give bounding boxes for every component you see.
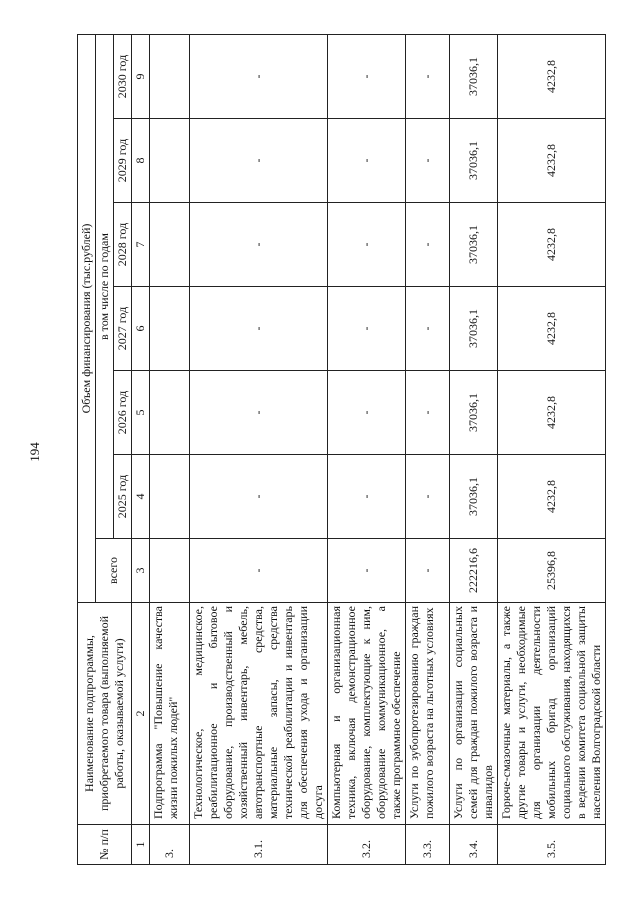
header-year: 2026 год	[114, 371, 132, 455]
row-value: -	[190, 287, 328, 371]
row-value: -	[328, 203, 406, 287]
row-value: 4232,8	[498, 455, 606, 539]
row-num: 3.5.	[498, 825, 606, 865]
row-num: 3.2.	[328, 825, 406, 865]
row-value: -	[406, 455, 450, 539]
row-total	[150, 539, 190, 603]
row-name: Горюче-смазочные материалы, а также другие товары и услуги, необходимые для организации деятельности мобильных бригад организаций социального обслуживания, находящихся в ведении комитета социальной защиты населения Волгоградской области	[498, 603, 606, 825]
col-number: 9	[132, 35, 150, 119]
row-value: 4232,8	[498, 371, 606, 455]
row-value: -	[328, 371, 406, 455]
col-number: 8	[132, 119, 150, 203]
row-name: Услуги по зубопротезированию граждан пожилого возраста на льготных условиях	[406, 603, 450, 825]
row-value: -	[328, 455, 406, 539]
header-year: 2027 год	[114, 287, 132, 371]
row-value: 4232,8	[498, 35, 606, 119]
header-by-years: в том числе по годам	[96, 35, 114, 539]
table-row	[498, 35, 606, 865]
row-value: 4232,8	[498, 203, 606, 287]
header-year: 2030 год	[114, 35, 132, 119]
table-row	[450, 35, 498, 865]
table-row	[406, 35, 450, 865]
row-value: -	[328, 119, 406, 203]
col-number: 1	[132, 825, 150, 865]
row-name: Компьютерная и организационная техника, включая демонстрационное оборудование, комплектующие к ним, оборудование коммуникационное, а также программное обеспечение	[328, 603, 406, 825]
financing-table	[77, 34, 606, 865]
row-value	[150, 455, 190, 539]
row-value: -	[406, 287, 450, 371]
row-value: -	[406, 35, 450, 119]
table-row	[328, 35, 406, 865]
row-value: -	[406, 371, 450, 455]
row-value: 37036,1	[450, 203, 498, 287]
row-num: 3.1.	[190, 825, 328, 865]
row-value: -	[328, 35, 406, 119]
table-row	[190, 35, 328, 865]
row-value: -	[190, 35, 328, 119]
row-value: 37036,1	[450, 287, 498, 371]
row-value: -	[406, 203, 450, 287]
row-value: -	[190, 371, 328, 455]
row-name: Услуги по организации социальных семей для граждан пожилого возраста и инвалидов	[450, 603, 498, 825]
row-num: 3.4.	[450, 825, 498, 865]
row-name: Подпрограмма "Повышение качества жизни пожилых людей"	[150, 603, 190, 825]
row-value: 4232,8	[498, 287, 606, 371]
header-year: 2028 год	[114, 203, 132, 287]
header-num: № п/п	[78, 825, 132, 865]
row-value	[150, 203, 190, 287]
header-total: всего	[96, 539, 132, 603]
row-name: Технологическое, медицинское, реабилитационное и бытовое оборудование, производственный и хозяйственный инвентарь, мебель, автотранспортные средства, материальные запасы, средства технической реабилитации и инвентарь для обеспечения ухода и организации досуга	[190, 603, 328, 825]
row-value	[150, 35, 190, 119]
row-total: -	[190, 539, 328, 603]
col-number: 4	[132, 455, 150, 539]
header-funding: Объем финансирования (тыс.рублей)	[78, 35, 96, 603]
row-value: 4232,8	[498, 119, 606, 203]
row-value: 37036,1	[450, 119, 498, 203]
col-number: 6	[132, 287, 150, 371]
row-value	[150, 119, 190, 203]
row-value: 37036,1	[450, 371, 498, 455]
row-value: -	[406, 119, 450, 203]
row-total: 222216,6	[450, 539, 498, 603]
row-num: 3.3.	[406, 825, 450, 865]
table-row	[150, 35, 190, 865]
row-value	[150, 371, 190, 455]
row-total: 25396,8	[498, 539, 606, 603]
row-value: -	[190, 119, 328, 203]
row-value: -	[190, 203, 328, 287]
row-num: 3.	[150, 825, 190, 865]
row-value: -	[190, 455, 328, 539]
page-number: 194	[27, 442, 42, 462]
row-value	[150, 287, 190, 371]
row-value: 37036,1	[450, 35, 498, 119]
col-number: 7	[132, 203, 150, 287]
header-year: 2025 год	[114, 455, 132, 539]
row-value: 37036,1	[450, 455, 498, 539]
col-number: 3	[132, 539, 150, 603]
col-number: 2	[132, 603, 150, 825]
col-number: 5	[132, 371, 150, 455]
row-total: -	[328, 539, 406, 603]
row-value: -	[328, 287, 406, 371]
header-name: Наименование подпрограммы, приобретаемого товара (выполняемой работы, оказываемой услуги)	[78, 603, 132, 825]
row-total: -	[406, 539, 450, 603]
rotated-table-block	[77, 35, 603, 865]
header-year: 2029 год	[114, 119, 132, 203]
